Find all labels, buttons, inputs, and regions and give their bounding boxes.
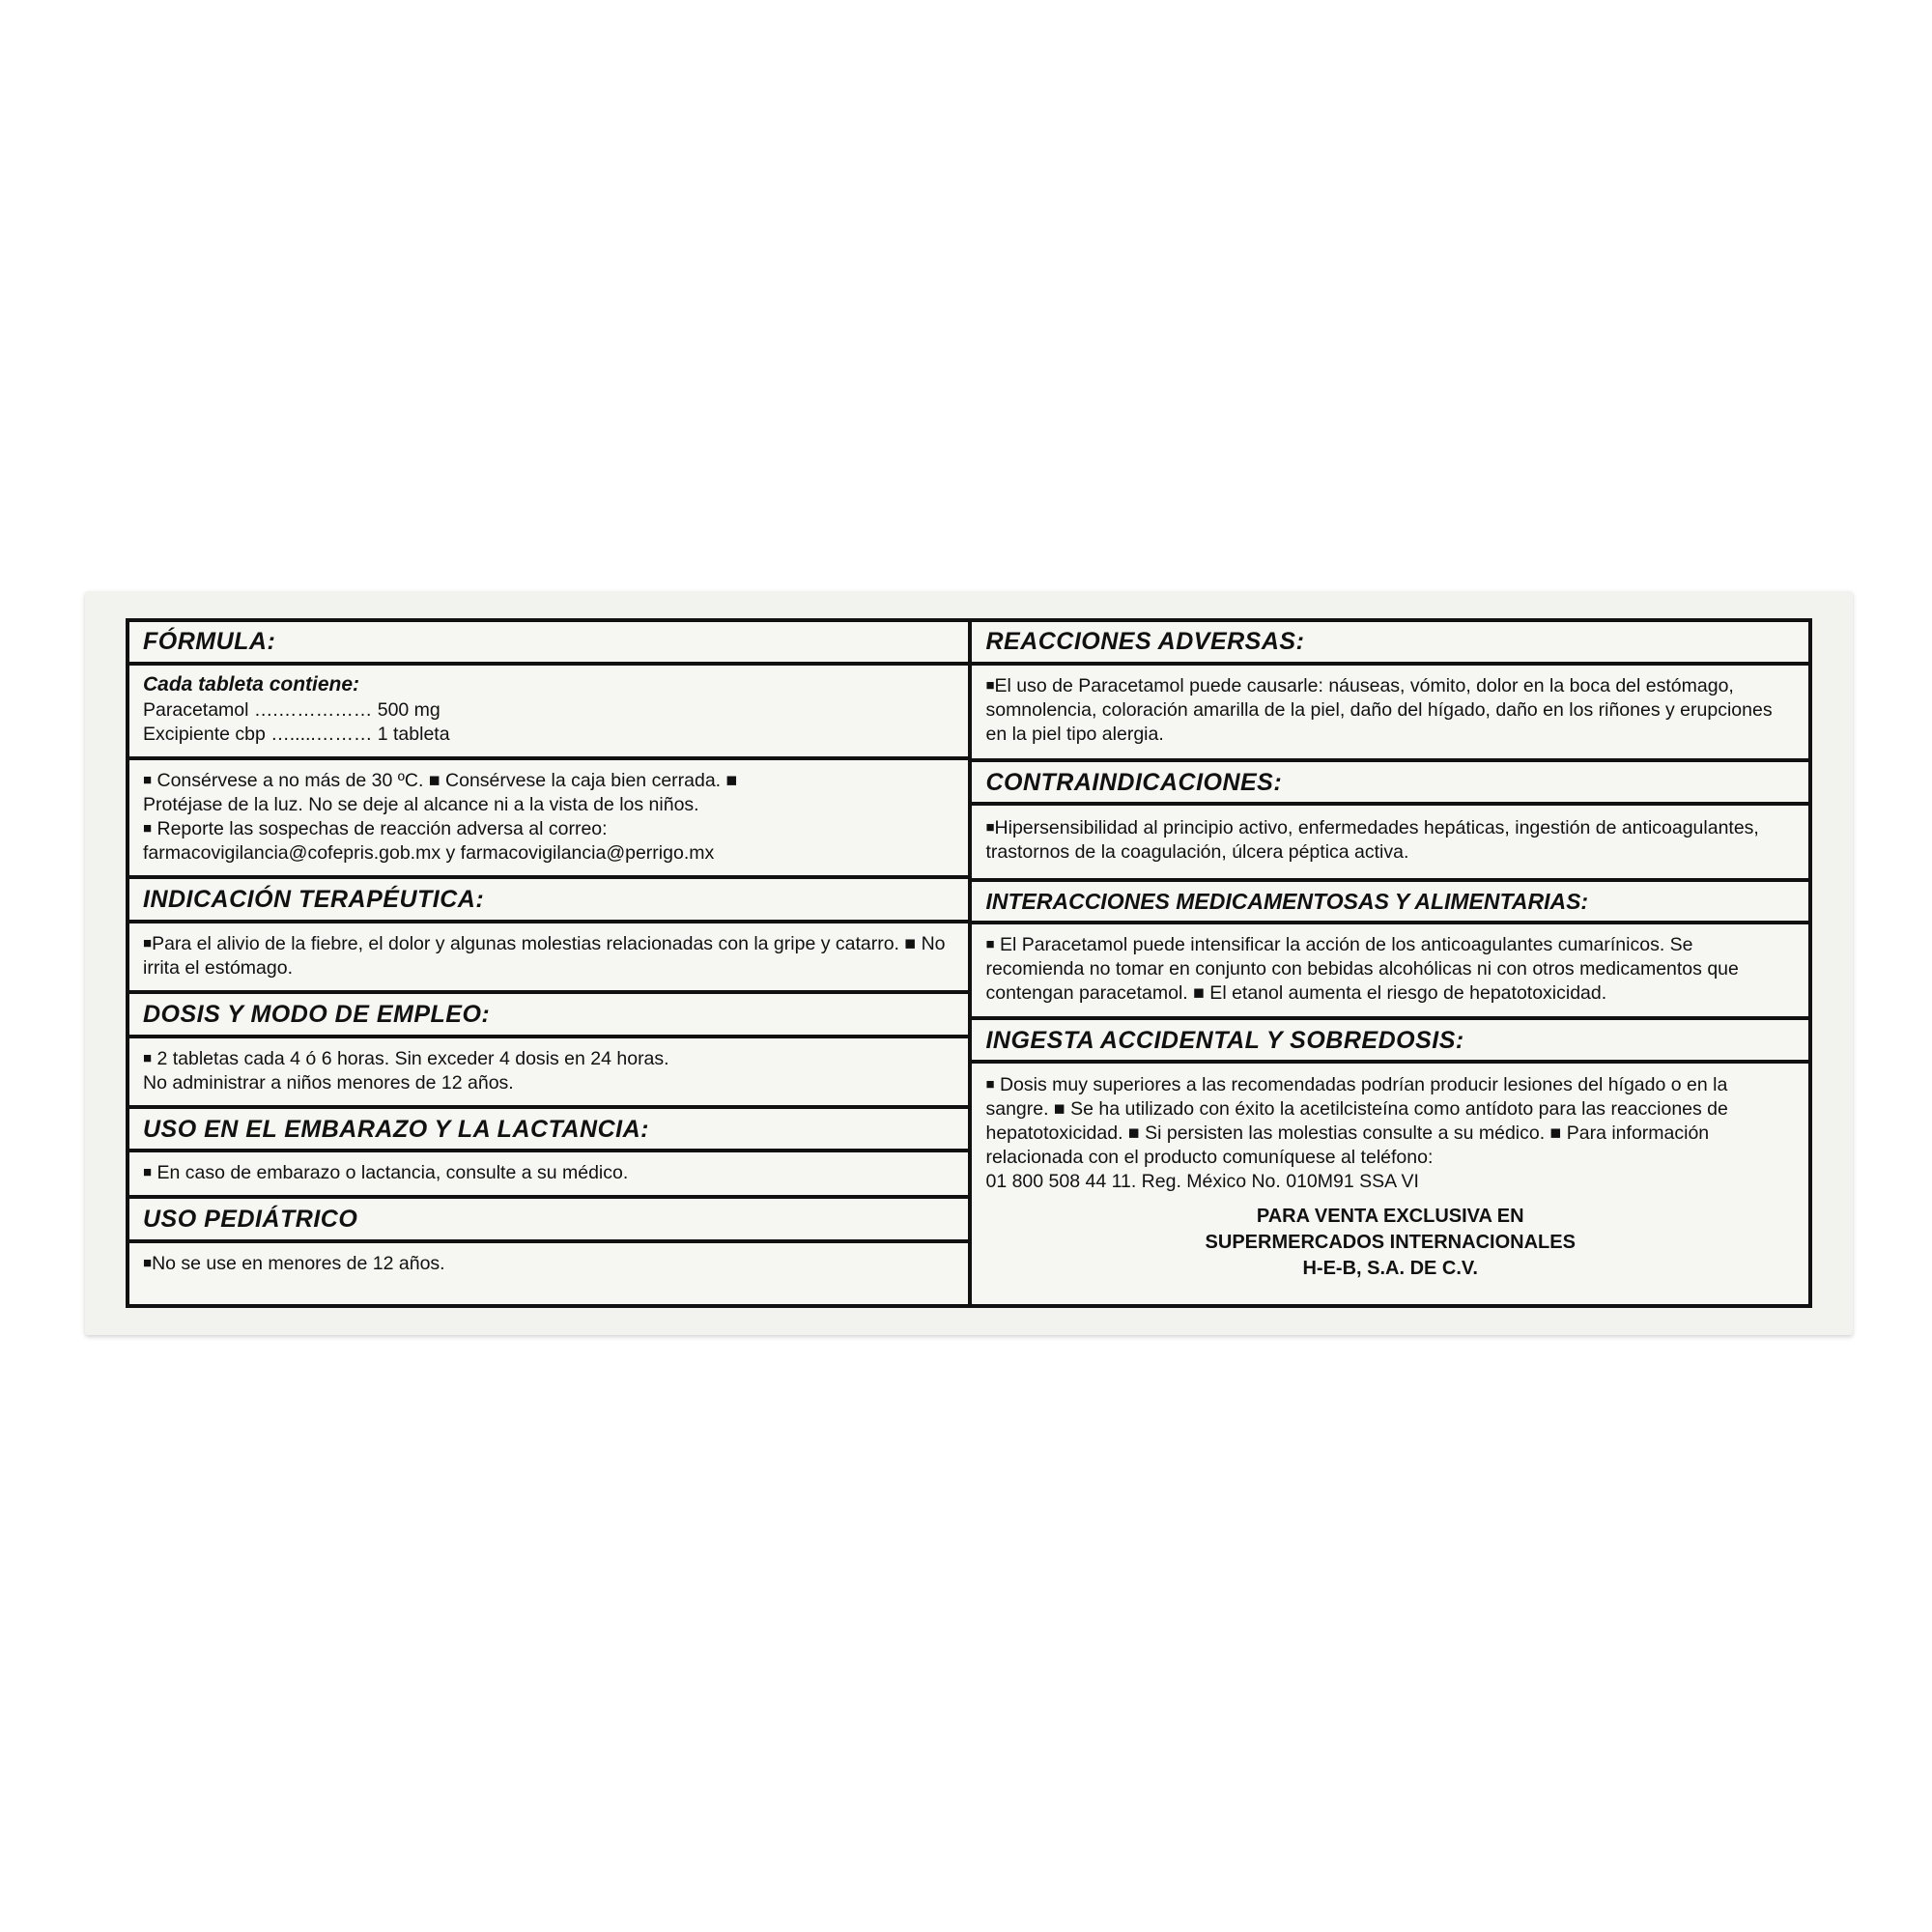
- right-column: [972, 622, 1808, 1304]
- carton-content-frame: [126, 618, 1812, 1308]
- storage-line-2: Protéjase de la luz. No se deje al alcance ni a la vista de los niños.: [143, 794, 699, 816]
- section-contraindications-body: [972, 806, 1808, 882]
- section-adverse-heading: [972, 622, 1808, 666]
- pregnancy-text-wrap: [143, 1161, 954, 1185]
- section-pediatric-body: [129, 1243, 968, 1284]
- pregnancy-text: En caso de embarazo o lactancia, consulte a su médico.: [156, 1162, 629, 1184]
- section-formula-body: [129, 666, 968, 761]
- bullet-square-icon: ■: [985, 819, 995, 837]
- contraindications-heading: CONTRAINDICACIONES:: [985, 768, 1283, 796]
- section-formula: [129, 622, 968, 666]
- storage-line-1-text: Consérvese a no más de 30 ºC. ■ Consérvese la caja bien cerrada. ■: [156, 770, 738, 792]
- bullet-square-icon: ■: [143, 1049, 153, 1066]
- exclusive-line-1: PARA VENTA EXCLUSIVA EN: [1256, 1206, 1524, 1228]
- exclusive-line-3: H-E-B, S.A. DE C.V.: [1302, 1258, 1478, 1280]
- exclusive-line-2: SUPERMERCADOS INTERNACIONALES: [1205, 1232, 1576, 1254]
- contraindications-text: Hipersensibilidad al principio activo, enfermedades hepáticas, ingestión de anticoagulantes, trastornos de la coagulación, úlcera péptica activa.: [985, 817, 1759, 864]
- bullet-square-icon: ■: [985, 1076, 995, 1094]
- left-column: [129, 622, 972, 1304]
- dosage-heading: DOSIS Y MODO DE EMPLEO:: [143, 1000, 491, 1028]
- bullet-square-icon: ■: [143, 935, 153, 952]
- overdose-text: Dosis muy superiores a las recomendadas podrían producir lesiones del hígado o en la sangre. ■ Se ha utilizado con éxito la acetilcisteína como antídoto para las reacciones de hepatotoxicidad. ■ Si persisten las molestias consulte a su médico. ■ Para información relacionada con el producto comuníquese al teléfono:: [985, 1074, 1728, 1169]
- dosage-line-2: No administrar a niños menores de 12 años.: [143, 1071, 514, 1094]
- adverse-text-wrap: [985, 674, 1795, 747]
- section-indication-body: [129, 923, 968, 994]
- overdose-heading: INGESTA ACCIDENTAL Y SOBREDOSIS:: [985, 1026, 1464, 1054]
- pregnancy-heading: USO EN EL EMBARAZO Y LA LACTANCIA:: [143, 1115, 649, 1143]
- storage-line-3-text: Reporte las sospechas de reacción adversa al correo:: [156, 818, 608, 840]
- section-dosage-body: [129, 1038, 968, 1109]
- dosage-line-1-wrap: [143, 1047, 954, 1071]
- medicine-carton-panel: [85, 591, 1853, 1335]
- bullet-square-icon: ■: [143, 820, 153, 838]
- section-adverse-body: [972, 666, 1808, 762]
- section-pediatric-heading: [129, 1199, 968, 1243]
- bullet-square-icon: ■: [985, 935, 995, 952]
- section-interactions-heading: [972, 882, 1808, 923]
- section-dosage-heading: [129, 994, 968, 1038]
- bullet-square-icon: ■: [143, 1164, 153, 1181]
- dosage-line-1: 2 tabletas cada 4 ó 6 horas. Sin exceder 4 dosis en 24 horas.: [156, 1047, 669, 1069]
- section-indication-heading: [129, 879, 968, 923]
- section-overdose-body: [972, 1064, 1808, 1290]
- bullet-square-icon: ■: [985, 676, 995, 694]
- adverse-text: El uso de Paracetamol puede causarle: náuseas, vómito, dolor en la boca del estómago, somnolencia, coloración amarilla de la piel, daño del hígado, daño en los riñones y erupciones en la piel tipo alergia.: [985, 674, 1773, 745]
- formula-ingredient-excipient: Excipiente cbp ….....……… 1 tableta: [143, 724, 450, 746]
- section-contraindications-heading: [972, 762, 1808, 807]
- indication-text-wrap: [143, 932, 954, 980]
- interactions-text-wrap: [985, 933, 1795, 1006]
- pediatric-text: No se use en menores de 12 años.: [152, 1253, 445, 1275]
- section-storage-warnings: [129, 760, 968, 879]
- interactions-heading: INTERACCIONES MEDICAMENTOSAS Y ALIMENTARIAS:: [985, 889, 1589, 915]
- overdose-text-wrap: [985, 1073, 1795, 1170]
- section-interactions-body: [972, 924, 1808, 1020]
- formula-ingredient-active: Paracetamol ….…………… 500 mg: [143, 698, 440, 721]
- section-overdose-heading: [972, 1020, 1808, 1065]
- storage-line-1: [143, 769, 954, 793]
- adverse-heading: REACCIONES ADVERSAS:: [985, 628, 1305, 655]
- interactions-text: El Paracetamol puede intensificar la acción de los anticoagulantes cumarínicos. Se recomienda no tomar en conjunto con bebidas alcohólicas ni con otros medicamentos que contengan paracetamol. ■ El etanol aumenta el riesgo de hepatotoxicidad.: [985, 933, 1739, 1004]
- formula-heading: FÓRMULA:: [143, 628, 276, 655]
- bullet-square-icon: ■: [143, 1255, 153, 1272]
- bullet-square-icon: ■: [143, 772, 153, 789]
- pediatric-text-wrap: [143, 1252, 954, 1276]
- indication-heading: INDICACIÓN TERAPÉUTICA:: [143, 886, 485, 914]
- storage-line-3: [143, 817, 954, 841]
- section-pregnancy-heading: [129, 1109, 968, 1153]
- storage-line-4-emails: farmacovigilancia@cofepris.gob.mx y farmacovigilancia@perrigo.mx: [143, 842, 715, 865]
- section-pregnancy-body: [129, 1152, 968, 1199]
- exclusive-sale-block: [985, 1194, 1795, 1282]
- overdose-registration: 01 800 508 44 11. Reg. México No. 010M91 SSA VI: [985, 1171, 1419, 1193]
- contraindications-text-wrap: [985, 816, 1795, 865]
- formula-subheading: Cada tableta contiene:: [143, 672, 360, 696]
- pediatric-heading: USO PEDIÁTRICO: [143, 1206, 358, 1234]
- indication-text: Para el alivio de la fiebre, el dolor y algunas molestias relacionadas con la gripe y catarro. ■ No irrita el estómago.: [143, 933, 946, 979]
